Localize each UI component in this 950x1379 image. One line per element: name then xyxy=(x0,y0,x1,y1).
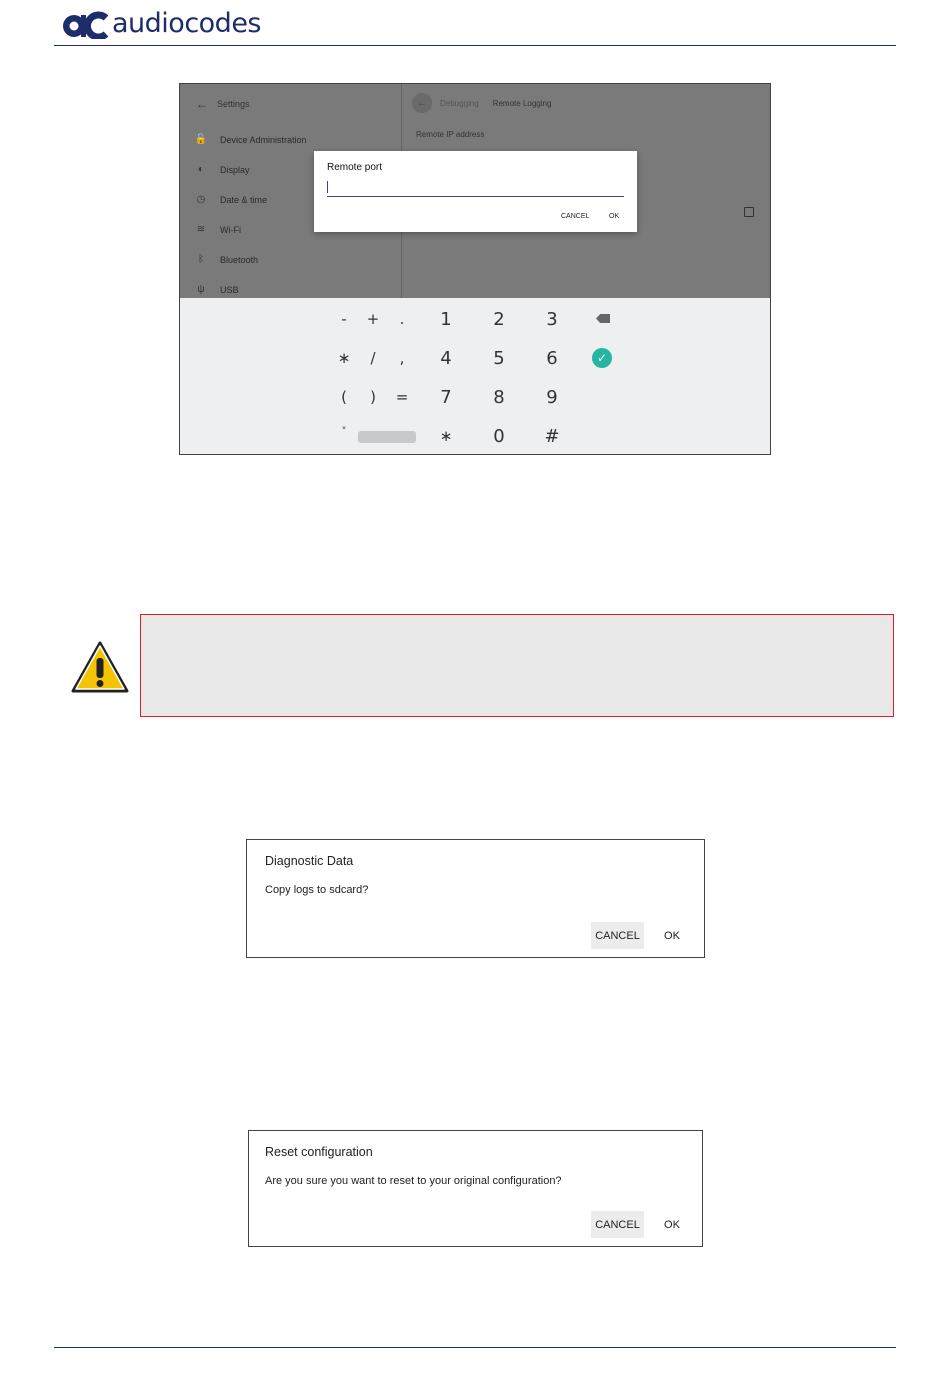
numeric-keyboard xyxy=(180,298,770,454)
key-5[interactable]: 5 xyxy=(493,348,505,369)
dialog-message: Are you sure you want to reset to your original configuration? xyxy=(265,1175,562,1187)
reset-configuration-dialog xyxy=(248,1130,703,1247)
brightness-icon: ◐ xyxy=(197,164,205,175)
logo-mark-icon xyxy=(60,9,108,39)
backspace-icon[interactable] xyxy=(596,314,610,323)
key-open-paren[interactable]: ( xyxy=(341,388,347,406)
key-7[interactable]: 7 xyxy=(440,387,452,408)
menu-item-label: Device Administration xyxy=(220,134,307,145)
key-9[interactable]: 9 xyxy=(546,387,558,408)
menu-item-device-administration[interactable] xyxy=(194,134,307,145)
clock-icon: ◷ xyxy=(196,194,206,205)
menu-item-label: Bluetooth xyxy=(220,254,259,265)
key-asterisk-2[interactable]: ∗ xyxy=(439,427,453,445)
enter-check-icon[interactable]: ✓ xyxy=(592,348,612,368)
key-0[interactable]: 0 xyxy=(493,426,505,447)
breadcrumb-remote-logging: Remote Logging xyxy=(492,98,552,108)
audiocodes-logo xyxy=(60,8,261,39)
key-8[interactable]: 8 xyxy=(493,387,505,408)
menu-item-usb[interactable] xyxy=(194,284,239,295)
settings-header xyxy=(196,97,250,111)
usb-icon: ψ xyxy=(197,284,205,295)
key-6[interactable]: 6 xyxy=(546,348,558,369)
back-arrow-icon: ← xyxy=(417,97,427,109)
key-2[interactable]: 2 xyxy=(493,309,505,330)
menu-item-label: Display xyxy=(220,164,250,175)
back-arrow-icon[interactable]: ← xyxy=(196,97,208,111)
settings-screen xyxy=(180,84,770,298)
key-minus[interactable]: - xyxy=(341,310,347,328)
ok-button[interactable]: OK xyxy=(609,213,620,220)
remote-port-screenshot xyxy=(179,83,771,455)
ok-button[interactable]: OK xyxy=(664,1218,680,1231)
lock-icon: 🔓 xyxy=(194,134,208,145)
menu-item-label: Wi-Fi xyxy=(220,224,241,235)
back-button[interactable] xyxy=(412,93,432,113)
brand-name: audiocodes xyxy=(112,8,261,39)
breadcrumb-debugging[interactable]: Debugging xyxy=(440,98,479,108)
key-1[interactable]: 1 xyxy=(440,309,452,330)
remote-port-dialog xyxy=(314,151,637,232)
warning-icon xyxy=(70,640,130,699)
menu-item-date-time[interactable] xyxy=(194,194,267,205)
menu-item-label: Date & time xyxy=(220,194,268,205)
settings-title: Settings xyxy=(217,99,250,109)
key-close-paren[interactable]: ) xyxy=(370,388,376,406)
ok-button[interactable]: OK xyxy=(664,929,680,942)
cancel-button[interactable]: CANCEL xyxy=(591,1211,644,1238)
text-cursor xyxy=(327,181,328,193)
hide-keyboard-chevron-icon[interactable]: ˅ xyxy=(341,425,347,438)
key-hash[interactable]: # xyxy=(544,426,560,447)
cancel-button[interactable]: CANCEL xyxy=(591,922,644,949)
menu-item-display[interactable] xyxy=(194,164,250,175)
remote-port-input[interactable] xyxy=(327,179,624,197)
key-slash[interactable]: / xyxy=(370,349,376,367)
dialog-title: Remote port xyxy=(327,162,383,173)
dialog-title: Reset configuration xyxy=(265,1145,373,1159)
bluetooth-icon: ᛒ xyxy=(198,254,204,265)
key-equals[interactable]: = xyxy=(395,388,409,406)
warning-note-box xyxy=(140,614,894,717)
spacebar-key[interactable] xyxy=(358,431,416,443)
footer-rule xyxy=(54,1347,896,1348)
key-period[interactable]: . xyxy=(399,310,405,328)
key-3[interactable]: 3 xyxy=(546,309,558,330)
key-comma[interactable]: , xyxy=(399,349,405,367)
dialog-title: Diagnostic Data xyxy=(265,854,354,868)
dialog-message: Copy logs to sdcard? xyxy=(265,884,369,896)
key-asterisk[interactable]: ∗ xyxy=(337,349,351,367)
wifi-icon: ≋ xyxy=(196,224,206,235)
key-plus[interactable]: + xyxy=(366,310,380,328)
logging-checkbox[interactable] xyxy=(744,207,754,217)
menu-item-wifi[interactable] xyxy=(194,224,241,235)
key-4[interactable]: 4 xyxy=(440,348,452,369)
remote-logging-header xyxy=(412,93,551,113)
cancel-button[interactable]: CANCEL xyxy=(561,213,590,220)
menu-item-bluetooth[interactable] xyxy=(194,254,258,265)
header-rule xyxy=(54,45,896,46)
remote-ip-address-label[interactable]: Remote IP address xyxy=(416,130,485,139)
diagnostic-data-dialog xyxy=(246,839,705,958)
menu-item-label: USB xyxy=(220,284,239,295)
